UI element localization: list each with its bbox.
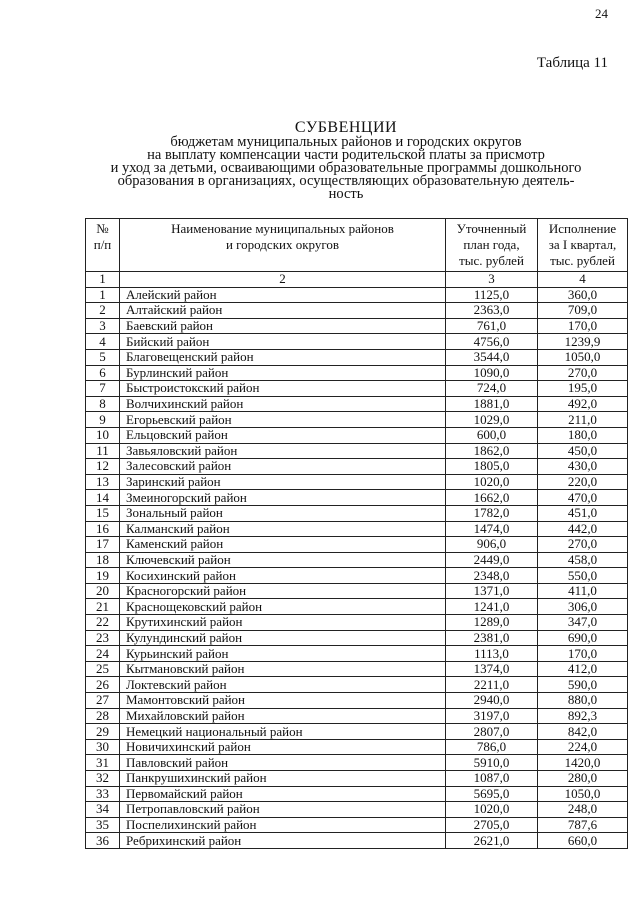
district-name-cell: Зональный район (120, 505, 446, 521)
table-row (86, 724, 628, 740)
plan-value-cell: 2621,0 (446, 833, 538, 849)
execution-value-cell: 690,0 (538, 630, 628, 646)
document-subtitle-line-5: ность (328, 186, 364, 202)
execution-value-cell: 170,0 (538, 646, 628, 662)
document-subtitle-line-4: образования в организациях, осуществляющих образовательную деятель- (117, 173, 575, 189)
execution-value-cell: 306,0 (538, 599, 628, 615)
district-name-cell: Новичихинский район (120, 739, 446, 755)
row-number-cell: 19 (86, 568, 120, 584)
row-number-cell: 36 (86, 833, 120, 849)
column-index-row (86, 272, 628, 288)
execution-value-cell: 550,0 (538, 568, 628, 584)
execution-value-cell: 492,0 (538, 396, 628, 412)
execution-value-cell: 411,0 (538, 583, 628, 599)
column-index-cell: 1 (86, 272, 120, 288)
execution-value-cell: 842,0 (538, 724, 628, 740)
row-number-cell: 7 (86, 381, 120, 397)
plan-value-cell: 5695,0 (446, 786, 538, 802)
row-number-cell: 1 (86, 287, 120, 303)
plan-value-cell: 1782,0 (446, 505, 538, 521)
table-row (86, 583, 628, 599)
execution-value-cell: 270,0 (538, 365, 628, 381)
table-row (86, 599, 628, 615)
district-name-cell: Залесовский район (120, 459, 446, 475)
page-number: 24 (595, 6, 608, 21)
header-execution: Исполнение за I квартал, тыс. рублей (538, 219, 628, 272)
plan-value-cell: 4756,0 (446, 334, 538, 350)
district-name-cell: Михайловский район (120, 708, 446, 724)
table-row (86, 474, 628, 490)
plan-value-cell: 1090,0 (446, 365, 538, 381)
table-row (86, 303, 628, 319)
district-name-cell: Егорьевский район (120, 412, 446, 428)
table-row (86, 771, 628, 787)
execution-value-cell: 470,0 (538, 490, 628, 506)
plan-value-cell: 2363,0 (446, 303, 538, 319)
table-row (86, 615, 628, 631)
table-row (86, 708, 628, 724)
row-number-cell: 35 (86, 817, 120, 833)
row-number-cell: 15 (86, 505, 120, 521)
table-body (86, 272, 628, 849)
row-number-cell: 26 (86, 677, 120, 693)
document-title: СУБВЕНЦИИ (294, 119, 398, 136)
plan-value-cell: 761,0 (446, 318, 538, 334)
district-name-cell: Красногорский район (120, 583, 446, 599)
row-number-cell: 2 (86, 303, 120, 319)
execution-value-cell: 347,0 (538, 615, 628, 631)
execution-value-cell: 590,0 (538, 677, 628, 693)
row-number-cell: 11 (86, 443, 120, 459)
execution-value-cell: 709,0 (538, 303, 628, 319)
plan-value-cell: 1113,0 (446, 646, 538, 662)
plan-value-cell: 1087,0 (446, 771, 538, 787)
table-row (86, 334, 628, 350)
document-subtitle-line-3: и уход за детьми, осваивающими образовательные программы дошкольного (110, 160, 582, 176)
row-number-cell: 14 (86, 490, 120, 506)
district-name-cell: Калманский район (120, 521, 446, 537)
row-number-cell: 6 (86, 365, 120, 381)
plan-value-cell: 2449,0 (446, 552, 538, 568)
plan-value-cell: 1029,0 (446, 412, 538, 428)
table-row (86, 381, 628, 397)
plan-value-cell: 2381,0 (446, 630, 538, 646)
execution-value-cell: 1420,0 (538, 755, 628, 771)
execution-value-cell: 430,0 (538, 459, 628, 475)
table-row (86, 817, 628, 833)
row-number-cell: 23 (86, 630, 120, 646)
plan-value-cell: 2211,0 (446, 677, 538, 693)
execution-value-cell: 892,3 (538, 708, 628, 724)
header-number: № п/п (86, 219, 120, 272)
row-number-cell: 10 (86, 427, 120, 443)
row-number-cell: 4 (86, 334, 120, 350)
district-name-cell: Быстроистокский район (120, 381, 446, 397)
district-name-cell: Курьинский район (120, 646, 446, 662)
table-row (86, 505, 628, 521)
district-name-cell: Первомайский район (120, 786, 446, 802)
district-name-cell: Мамонтовский район (120, 693, 446, 709)
header-plan: Уточненный план года, тыс. рублей (446, 219, 538, 272)
district-name-cell: Заринский район (120, 474, 446, 490)
district-name-cell: Каменский район (120, 537, 446, 553)
execution-value-cell: 880,0 (538, 693, 628, 709)
table-row (86, 396, 628, 412)
execution-value-cell: 787,6 (538, 817, 628, 833)
plan-value-cell: 2348,0 (446, 568, 538, 584)
table-row (86, 412, 628, 428)
row-number-cell: 5 (86, 349, 120, 365)
table-row (86, 459, 628, 475)
plan-value-cell: 1374,0 (446, 661, 538, 677)
table-row (86, 630, 628, 646)
execution-value-cell: 458,0 (538, 552, 628, 568)
district-name-cell: Волчихинский район (120, 396, 446, 412)
row-number-cell: 3 (86, 318, 120, 334)
row-number-cell: 22 (86, 615, 120, 631)
district-name-cell: Алтайский район (120, 303, 446, 319)
plan-value-cell: 724,0 (446, 381, 538, 397)
column-index-cell: 3 (446, 272, 538, 288)
row-number-cell: 13 (86, 474, 120, 490)
table-row (86, 755, 628, 771)
table-row (86, 443, 628, 459)
district-name-cell: Кытмановский район (120, 661, 446, 677)
table-row (86, 739, 628, 755)
district-name-cell: Змеиногорский район (120, 490, 446, 506)
plan-value-cell: 3544,0 (446, 349, 538, 365)
execution-value-cell: 451,0 (538, 505, 628, 521)
plan-value-cell: 5910,0 (446, 755, 538, 771)
table-row (86, 802, 628, 818)
table-row (86, 521, 628, 537)
district-name-cell: Краснощековский район (120, 599, 446, 615)
table-label: Таблица 11 (536, 55, 608, 71)
plan-value-cell: 1662,0 (446, 490, 538, 506)
table-row (86, 568, 628, 584)
plan-value-cell: 2807,0 (446, 724, 538, 740)
execution-value-cell: 442,0 (538, 521, 628, 537)
row-number-cell: 17 (86, 537, 120, 553)
district-name-cell: Панкрушихинский район (120, 771, 446, 787)
table-row (86, 490, 628, 506)
district-name-cell: Ельцовский район (120, 427, 446, 443)
document-subtitle-line-1: бюджетам муниципальных районов и городских округов (170, 134, 522, 150)
execution-value-cell: 220,0 (538, 474, 628, 490)
district-name-cell: Немецкий национальный район (120, 724, 446, 740)
column-index-cell: 4 (538, 272, 628, 288)
row-number-cell: 8 (86, 396, 120, 412)
row-number-cell: 21 (86, 599, 120, 615)
plan-value-cell: 1805,0 (446, 459, 538, 475)
row-number-cell: 30 (86, 739, 120, 755)
plan-value-cell: 2940,0 (446, 693, 538, 709)
table-row (86, 786, 628, 802)
row-number-cell: 18 (86, 552, 120, 568)
district-name-cell: Бийский район (120, 334, 446, 350)
district-name-cell: Петропавловский район (120, 802, 446, 818)
district-name-cell: Поспелихинский район (120, 817, 446, 833)
plan-value-cell: 3197,0 (446, 708, 538, 724)
table-row (86, 677, 628, 693)
table-row (86, 833, 628, 849)
row-number-cell: 29 (86, 724, 120, 740)
execution-value-cell: 224,0 (538, 739, 628, 755)
plan-value-cell: 1371,0 (446, 583, 538, 599)
execution-value-cell: 195,0 (538, 381, 628, 397)
execution-value-cell: 412,0 (538, 661, 628, 677)
table-row (86, 365, 628, 381)
table-header-row (86, 219, 628, 272)
row-number-cell: 27 (86, 693, 120, 709)
execution-value-cell: 211,0 (538, 412, 628, 428)
district-name-cell: Локтевский район (120, 677, 446, 693)
plan-value-cell: 2705,0 (446, 817, 538, 833)
execution-value-cell: 180,0 (538, 427, 628, 443)
district-name-cell: Баевский район (120, 318, 446, 334)
row-number-cell: 34 (86, 802, 120, 818)
header-name: Наименование муниципальных районов и городских округов (120, 219, 446, 272)
table-row (86, 537, 628, 553)
district-name-cell: Косихинский район (120, 568, 446, 584)
district-name-cell: Крутихинский район (120, 615, 446, 631)
execution-value-cell: 660,0 (538, 833, 628, 849)
table-row (86, 287, 628, 303)
row-number-cell: 9 (86, 412, 120, 428)
row-number-cell: 20 (86, 583, 120, 599)
table-row (86, 349, 628, 365)
execution-value-cell: 1239,9 (538, 334, 628, 350)
district-name-cell: Алейский район (120, 287, 446, 303)
plan-value-cell: 1881,0 (446, 396, 538, 412)
execution-value-cell: 1050,0 (538, 349, 628, 365)
plan-value-cell: 906,0 (446, 537, 538, 553)
execution-value-cell: 170,0 (538, 318, 628, 334)
plan-value-cell: 600,0 (446, 427, 538, 443)
row-number-cell: 24 (86, 646, 120, 662)
execution-value-cell: 280,0 (538, 771, 628, 787)
row-number-cell: 12 (86, 459, 120, 475)
subsidies-table (85, 218, 628, 849)
execution-value-cell: 1050,0 (538, 786, 628, 802)
plan-value-cell: 1474,0 (446, 521, 538, 537)
district-name-cell: Ключевский район (120, 552, 446, 568)
district-name-cell: Благовещенский район (120, 349, 446, 365)
row-number-cell: 33 (86, 786, 120, 802)
district-name-cell: Ребрихинский район (120, 833, 446, 849)
execution-value-cell: 270,0 (538, 537, 628, 553)
column-index-cell: 2 (120, 272, 446, 288)
row-number-cell: 16 (86, 521, 120, 537)
row-number-cell: 28 (86, 708, 120, 724)
district-name-cell: Павловский район (120, 755, 446, 771)
row-number-cell: 25 (86, 661, 120, 677)
execution-value-cell: 360,0 (538, 287, 628, 303)
plan-value-cell: 786,0 (446, 739, 538, 755)
table-row (86, 661, 628, 677)
title-block (68, 119, 624, 201)
table-row (86, 646, 628, 662)
execution-value-cell: 248,0 (538, 802, 628, 818)
document-subtitle-line-2: на выплату компенсации части родительской платы за присмотр (147, 147, 545, 163)
plan-value-cell: 1125,0 (446, 287, 538, 303)
row-number-cell: 32 (86, 771, 120, 787)
row-number-cell: 31 (86, 755, 120, 771)
table-row (86, 427, 628, 443)
plan-value-cell: 1289,0 (446, 615, 538, 631)
plan-value-cell: 1020,0 (446, 802, 538, 818)
table-row (86, 552, 628, 568)
table-row (86, 693, 628, 709)
plan-value-cell: 1862,0 (446, 443, 538, 459)
table-row (86, 318, 628, 334)
execution-value-cell: 450,0 (538, 443, 628, 459)
plan-value-cell: 1241,0 (446, 599, 538, 615)
district-name-cell: Завьяловский район (120, 443, 446, 459)
district-name-cell: Кулундинский район (120, 630, 446, 646)
plan-value-cell: 1020,0 (446, 474, 538, 490)
district-name-cell: Бурлинский район (120, 365, 446, 381)
